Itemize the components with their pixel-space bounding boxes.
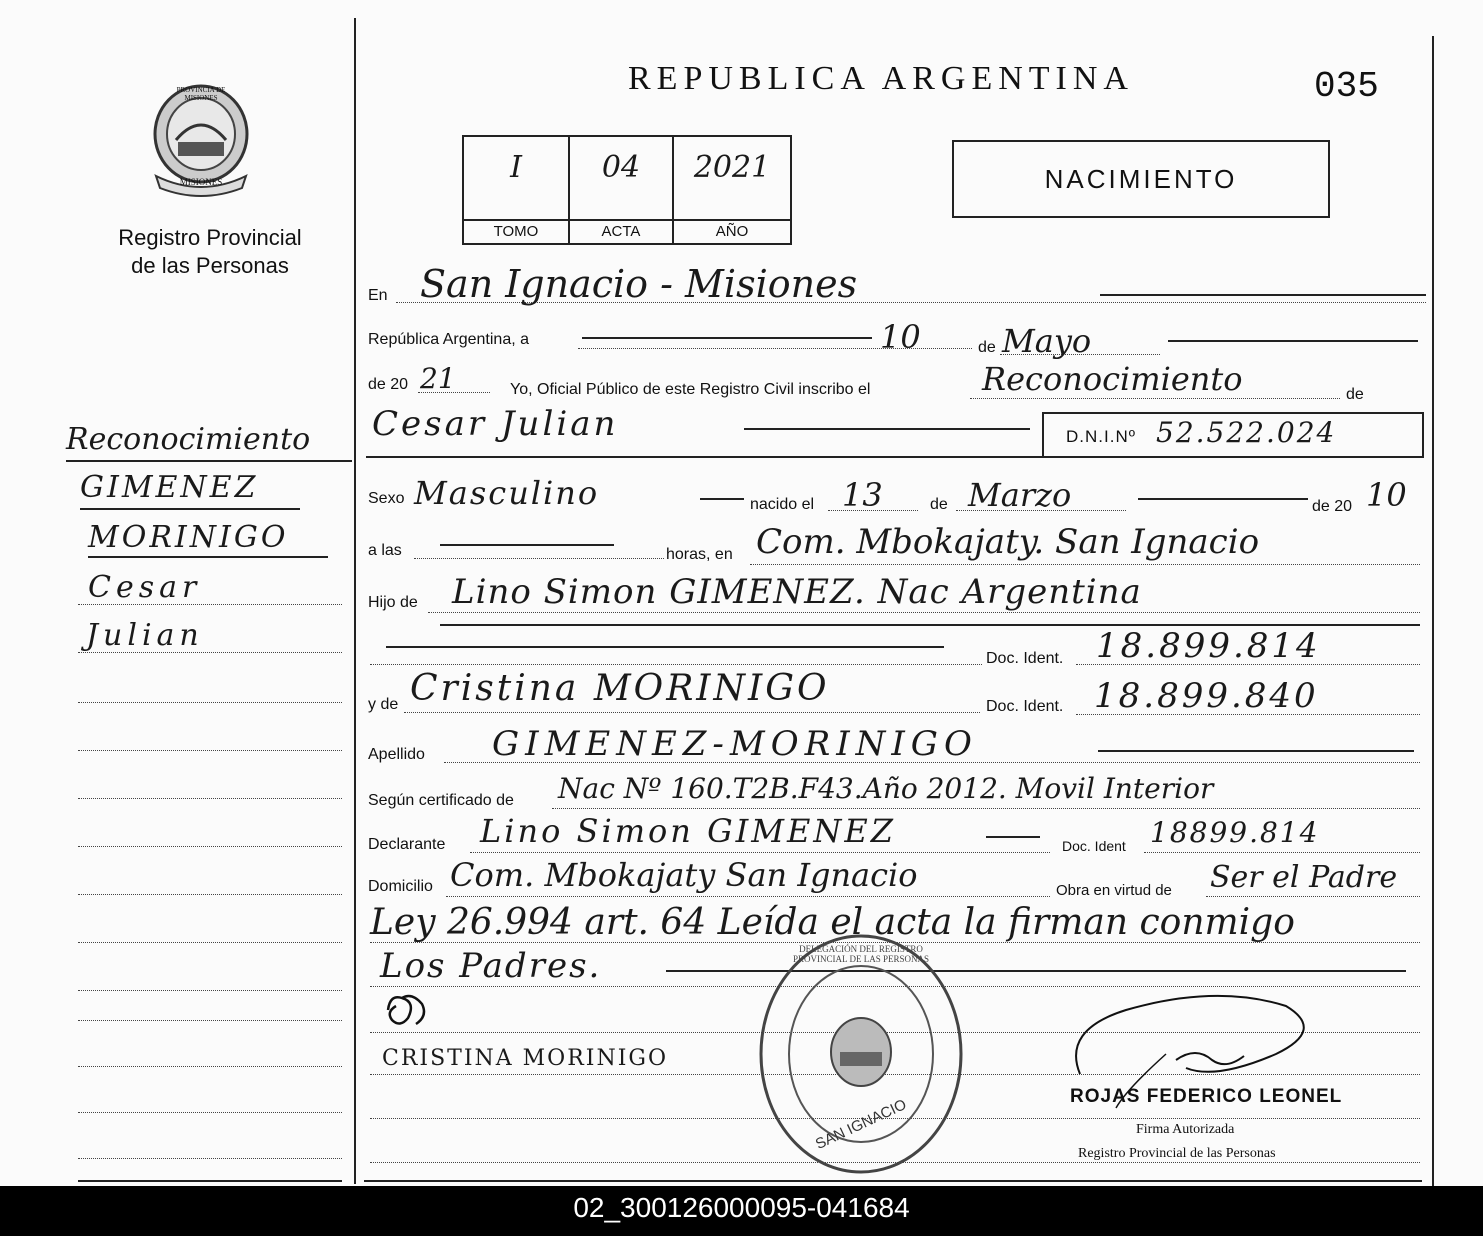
nombre-value: Cesar Julian — [372, 404, 619, 444]
footer-bar — [0, 1186, 1483, 1236]
anio-label: AÑO — [674, 219, 790, 243]
de-label-1: de — [978, 339, 996, 356]
horas-label: horas, en — [666, 546, 733, 563]
officer-office: Registro Provincial de las Personas — [1078, 1146, 1276, 1161]
oficial-statement: Yo, Oficial Público de este Registro Civil inscribo el — [510, 381, 871, 398]
margin-line-3: MORINIGO — [88, 520, 289, 555]
registry-line-1: Registro Provincial — [118, 225, 302, 250]
apellido-label: Apellido — [368, 746, 425, 763]
sexo-value: Masculino — [414, 474, 600, 512]
de-label-3: de — [930, 496, 948, 513]
dni-value: 52.522.024 — [1156, 416, 1337, 449]
madre-doc: 18.899.840 — [1094, 676, 1319, 716]
padre-doc: 18.899.814 — [1096, 626, 1321, 666]
doc-label-1: Doc. Ident. — [986, 650, 1064, 667]
margin-line-2: GIMENEZ — [80, 470, 259, 505]
registry-line-2: de las Personas — [131, 253, 289, 278]
margin-line-1: Reconocimiento — [66, 422, 311, 457]
officer-name: ROJAS FEDERICO LEONEL — [1070, 1086, 1343, 1107]
nacimiento-mes: Marzo — [968, 476, 1072, 514]
dni-label: D.N.I.Nº — [1066, 427, 1136, 446]
margin-line-5: Julian — [86, 618, 204, 653]
tomo-label: TOMO — [464, 219, 568, 243]
nota-line-2: Los Padres. — [380, 946, 602, 986]
madre-value: Cristina MORINIGO — [410, 668, 830, 709]
day-value: 10 — [880, 318, 921, 356]
record-type-box — [952, 140, 1330, 218]
declarante-doc: 18899.814 — [1150, 816, 1320, 849]
padre-value: Lino Simon GIMENEZ. Nac Argentina — [452, 572, 1142, 612]
de-label-2: de — [1346, 386, 1364, 403]
year-prefix: de 20 — [368, 376, 409, 393]
certificado-label: Según certificado de — [368, 792, 514, 809]
acta-value: 04 — [601, 150, 641, 185]
right-border — [1432, 36, 1434, 1186]
tomo-value: I — [510, 150, 522, 185]
dni-box — [1042, 412, 1424, 458]
nota-line-1: Ley 26.994 art. 64 Leída el acta la firman conmigo — [370, 902, 1295, 943]
stamp-ring-text: DELEGACIÓN DEL REGISTRO PROVINCIAL DE LAS PERSONAS — [793, 944, 929, 964]
republica-label: República Argentina, a — [368, 331, 529, 348]
alas-label: a las — [368, 542, 402, 559]
provincial-seal — [146, 80, 256, 198]
place-value: San Ignacio - Misiones — [420, 262, 858, 306]
certificado-value: Nac Nº 160.T2B.F43.Año 2012. Movil Interior — [558, 772, 1214, 805]
registry-name — [90, 224, 330, 280]
hijo-label: Hijo de — [368, 594, 418, 611]
stamp-center-text: SAN IGNACIO — [812, 1096, 910, 1153]
official-stamp — [756, 930, 966, 1178]
sexo-label: Sexo — [368, 490, 405, 507]
nacido-label: nacido el — [750, 496, 815, 513]
month-value: Mayo — [1002, 322, 1092, 360]
seal-ring-text: PROVINCIA DE MISIONES — [176, 86, 226, 102]
nacimiento-dia: 13 — [842, 476, 883, 514]
record-box — [462, 135, 792, 245]
margin-line-4: Cesar — [88, 570, 202, 605]
domicilio-value: Com. Mbokajaty San Ignacio — [450, 856, 918, 894]
doc-label-3: Doc. Ident — [1062, 838, 1126, 854]
anio-value: 2021 — [693, 150, 771, 185]
margin-divider — [354, 18, 356, 1184]
madre-firma-mark — [382, 990, 434, 1030]
madre-firma-nombre: CRISTINA MORINIGO — [382, 1046, 669, 1071]
record-type-label: NACIMIENTO — [1044, 164, 1238, 194]
obra-value: Ser el Padre — [1210, 860, 1398, 895]
nac-year-prefix: de 20 — [1312, 498, 1353, 515]
document-code: 02_300126000095-041684 — [573, 1192, 910, 1223]
nac-year-value: 10 — [1366, 476, 1407, 514]
page-title: REPUBLICA ARGENTINA — [628, 60, 1134, 97]
doc-label-2: Doc. Ident. — [986, 698, 1064, 715]
lugar-value: Com. Mbokajaty. San Ignacio — [756, 522, 1260, 562]
declarante-value: Lino Simon GIMENEZ — [480, 812, 896, 850]
domicilio-label: Domicilio — [368, 878, 433, 895]
seal-banner-text: MISIONES — [179, 177, 223, 187]
en-label: En — [368, 287, 388, 304]
declarante-label: Declarante — [368, 836, 446, 853]
acta-label: ACTA — [570, 219, 672, 243]
folio-number: 035 — [1314, 66, 1379, 107]
year-value: 21 — [420, 362, 456, 395]
officer-role: Firma Autorizada — [1136, 1122, 1235, 1137]
yde-label: y de — [368, 696, 399, 713]
acto-value: Reconocimiento — [982, 360, 1243, 398]
apellido-value: GIMENEZ-MORINIGO — [492, 724, 978, 764]
obra-label: Obra en virtud de — [1056, 882, 1172, 899]
